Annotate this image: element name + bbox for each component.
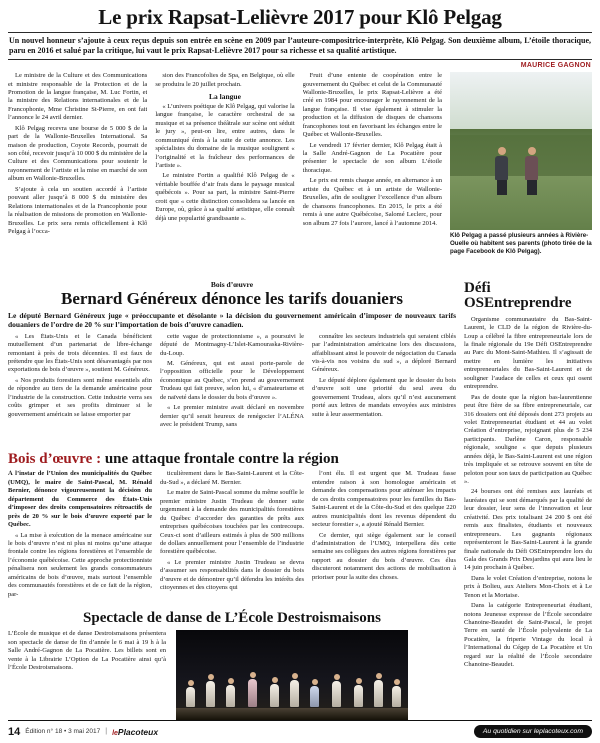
genereux-article <box>8 279 456 447</box>
klo-pelgag-parents-photo <box>450 72 592 230</box>
brand-logo <box>112 727 158 737</box>
person-torso <box>495 156 508 180</box>
attaque-column-3 <box>312 470 456 606</box>
photo-person-2 <box>524 147 540 195</box>
paragraph: l’ont élu. Il est urgent que M. Trudeau fasse entendre raison à son homologue américain et demande des compensations pour atténuer les impacts de ces droits compensatoires pour les familles du Bas-Saint-Laurent et de la Côte-du-Sud et des quelque 220 autres municipalités dont les revenus dépendent du secteur forestier », a ajouté Rénald Bernier. <box>312 470 456 529</box>
lead-column-2-rest <box>155 103 294 223</box>
page-number: 14 <box>8 725 21 738</box>
brand-prefix: le <box>112 729 118 737</box>
paragraph: M. Généreux, qui est aussi porte-parole de l’opposition officielle pour le Développement économique au Québec, s’en prend au gouvernement Trudeau qui fait preuve, selon lui, « d’amateurisme et de naïveté dans le dossier du bois d’œuvre ». <box>160 360 304 401</box>
subhead-la-langue: La langue <box>209 91 241 101</box>
lower-section <box>8 279 592 720</box>
person-legs <box>497 180 507 195</box>
genereux-lede: Le député Bernard Généreux juge « préoccupante et désolante » la décision du gouvernement américain d’imposer de nouveaux tarifs douaniers de l’ordre de 20 % sur l’importation de bois d’œuvre canadien. <box>8 310 456 330</box>
main-articles-column <box>8 279 456 720</box>
lead-column-2-top <box>155 72 294 89</box>
photo-person-1 <box>494 147 510 195</box>
sidebar-osentreprendre <box>464 279 592 720</box>
section-kicker: Bois d’œuvre <box>210 280 254 290</box>
footer-divider: | <box>105 728 108 735</box>
paragraph: « Le premier ministre avait déclaré en novembre dernier qu’il serait heureux de renégocier l’ALÉNA avec le président Trump, sans <box>160 404 304 429</box>
spectacle-article <box>8 606 456 720</box>
sidebar-body <box>464 316 592 670</box>
page-footer <box>8 720 592 743</box>
footer-promo-badge: Au quotidien sur leplacoteux.com <box>474 725 592 738</box>
paragraph: 24 bourses ont été remises aux lauréats et lauréates qui se sont démarqués par la qualité de leur dossier, leur sens de l’innovation et leur créativité. Des prix totalisant 24 200 $ ont été remis aux finalistes, étudiants et nouveaux entrepreneurs. Les gagnants régionaux représenteront le Bas-Saint-Laurent à la grande finale nationale du Défi OSEntreprendre lors du Gala des Grands Prix Desjardins qui aura lieu le 14 juin prochain à Québec. <box>464 488 592 572</box>
photo-ground <box>450 176 592 230</box>
dancer-figure <box>354 685 363 707</box>
person-torso <box>525 156 538 180</box>
paragraph: « Le premier ministre Justin Trudeau se devra d’assumer ses responsabilités dans le dossier du bois d’œuvre et de démontrer qu’il défendra les intérêts des citoyennes et des citoyens qui <box>160 558 304 592</box>
paragraph: S’ajoute à cela un soutien accordé à l’artiste pouvant aller jusqu’à 8 000 $ du ministère des Relations internationales et de la Francophonie pour la réalisation de missions de promotion en Wallonie-Bruxelles. Le prix sera remis officiellement à Klô Pelgag à l’occa- <box>8 185 148 235</box>
dancer-figure <box>206 681 215 707</box>
paragraph: Organisme communautaire du Bas-Saint-Laurent, le CLD de la région de Rivière-du-Loup a célébré la fibre entrepreneuriale lors de la finale régionale du 19e Défi OSEntreprendre au Parc du Mont-Saint-Mathieu. Il s’agissait de mettre en lumière les initiatives entrepreneuriales du Bas-Saint-Laurent et de souligner l’audace de celles et ceux qui osent entreprendre. <box>464 315 592 391</box>
paragraph: Fruit d’une entente de coopération entre le gouvernement du Québec et celui de la Communauté Wallonie-Bruxelles, le prix Rapsat-Lelièvre a été créé en 1984 pour encourager le rayonnement de la langue française. Il vise également à stimuler la production et la diffusion de disques de chansons francophones tout en favorisant les échanges entre le Québec et Wallonie-Bruxelles. <box>302 72 442 139</box>
edition-label: Édition n° 18 • 3 mai 2017 <box>25 728 101 735</box>
lead-headline: Le prix Rapsat-Lelièvre 2017 pour Klô Pelgag <box>98 5 502 29</box>
person-legs <box>527 180 537 195</box>
sidebar-headline: Défi OSEntreprendre <box>464 280 572 312</box>
paragraph: connaître les secteurs industriels qui seraient ciblés par l’administration américaine lors des discussions, affaiblissant ainsi le pouvoir de négociation du Canada vis-à-vis nos voisins du sud », a déploré Bernard Généreux. <box>312 332 456 374</box>
dancer-figure <box>290 680 299 707</box>
dance-show-photo <box>176 630 408 720</box>
paragraph: Dans le volet Création d’entreprise, notons le prix à Bolieu, aux Ateliers Mon-Choix et à Le Tenon et la Mortaise. <box>464 574 592 599</box>
photo-trees <box>450 129 592 180</box>
genereux-column-3 <box>312 333 456 447</box>
paragraph: Le prix est remis chaque année, en alternance à un artiste du Québec et à un artiste de Wallonie-Bruxelles, afin de souligner l’excellence d’un album de chansons francophones. En 2015, le prix a été remis à une autre Québécoise, Salomé Leclerc, pour son album 27 fois l’aurore, lancé à l’automne 2014. <box>302 177 442 227</box>
attaque-headline <box>8 452 456 468</box>
paragraph: Le maire de Saint-Pascal somme du même souffle le premier ministre Justin Trudeau de donner suite urgemment à la demande des municipalités forestières du Québec d’accorder des garanties de prêts aux entreprises québécoises touchées par les contrecoups. Ceux-ci sont d’ailleurs estimés à plus de 500 millions de dollars annuellement pour l’ensemble de l’industrie forestière québécoise. <box>160 489 304 556</box>
person-head <box>498 147 506 155</box>
paragraph: « L’univers poétique de Klô Pelgag, qui valorise la langue française, le caractère orchestral de sa musique et sa présence théâtrale sur scène ont séduit le jury », peut-on lire, entre autres, dans le communiqué émis à la suite de cette annonce. Les spécialistes du domaine de la musique soulignent « l’originalité et la fraîcheur des performances de l’artiste ». <box>155 102 295 170</box>
paragraph: Le député déplore également que le dossier du bois d’œuvre soit une priorité du seul aveu du gouvernement Trudeau, alors qu’il n’est aucunement porté aux lettres de mandats envoyées aux ministres suite à leur assermentation. <box>312 376 456 418</box>
attaque-headline-rest: une attaque frontale contre la région <box>101 450 339 467</box>
dancer-figure <box>186 687 195 707</box>
dancer-figure <box>332 681 341 707</box>
paragraph: cette vague de protectionnisme », a poursuivi le député de Montmagny-L’Islet-Kamouraska-Rivière-du-Loup. <box>160 332 304 357</box>
lead-article-body <box>8 72 592 276</box>
spectacle-text: L’École de musique et de danse Destroismaisons présentera son spectacle de danse de fin d’année le 6 mai à 19 h à la Salle André-Gagnon de La Pocatière. Les billets sont en vente à la Librairie L’Option de La Pocatière ainsi qu’à l’École Destroismaisons. <box>8 630 166 672</box>
attaque-lede: À l’instar de l’Union des municipalités du Québec (UMQ), le maire de Saint-Pascal, M. Rénald Bernier, dénonce vigoureusement la décision du département du Commerce des États-Unis d’imposer des droits compensatoires rétroactifs de près de 20 % sur le bois d’œuvre exporté par le Québec. <box>8 470 152 529</box>
paragraph: « Nos produits forestiers sont même essentiels afin de répondre au tiers de la demande américaine pour l’industrie de la construction. Cette industrie verra ses coûts grimper et ses profits diminuer si le gouvernement américain se laisse emporter par <box>8 376 152 418</box>
attaque-column-2 <box>160 470 304 606</box>
attaque-headline-red: Bois d’œuvre : <box>8 450 102 467</box>
attaque-column-1 <box>8 470 152 606</box>
lead-article-header <box>8 6 592 70</box>
spectacle-headline: Spectacle de danse de L’École Destroismaisons <box>83 610 381 627</box>
lead-column-1 <box>8 72 147 276</box>
lead-photo-figure <box>450 72 592 276</box>
lead-column-2 <box>155 72 294 276</box>
paragraph: Dans la catégorie Entrepreneuriat étudiant, notons Jeunesse expresse de l’École secondaire Chanoine-Beaudet de Saint-Pascal, le projet Terre en santé de l’École polyvalente de La Pocatière, la friperie Vintage du local à l’International du Cégep de La Pocatière et Un regard sur la réalité de l’École secondaire Chanoine-Beaudet. <box>464 602 592 669</box>
paragraph: Le ministre Fortin a qualifié Klô Pelgag de « véritable bouffée d’air frais dans le paysage musical québécois ». Pour sa part, la ministre Saint-Pierre croit que « cette distinction consolidera sa lancée en Europe, où, grâce à sa qualité artistique, elle connaît déjà une popularité grandissante ». <box>155 172 295 222</box>
dancer-figure <box>248 679 257 707</box>
paragraph: sion des Francofolies de Spa, en Belgique, où elle se produira le 20 juillet prochain. <box>155 72 295 88</box>
dancer-figure <box>374 680 383 707</box>
genereux-column-2 <box>160 333 304 447</box>
person-head <box>528 147 536 155</box>
lead-column-3 <box>303 72 442 276</box>
genereux-columns <box>8 333 456 447</box>
lead-photo-caption: Klô Pelgag a passé plusieurs années à Rivière-Ouelle où habitent ses parents (photo tirée de la page Facebook de Klô Pelgag). <box>449 232 592 256</box>
paragraph: Le ministre de la Culture et des Communications et ministre responsable de la Protection et de la Promotion de la langue française, M. Luc Fortin, et la ministre des Relations internationales et de la Francophonie, Mme Christine St-Pierre, en ont fait l’annonce le 24 avril dernier. <box>8 72 148 122</box>
paragraph: « La mise à exécution de la menace américaine sur le bois d’œuvre n’est ni plus ni moins qu’une attaque frontale contre les régions forestières et l’ensemble de l’économie québécoise. Cette approche protectionniste pénalisera non seulement les grands consommateurs américains de bois d’œuvre, mais surtout l’ensemble des communautés forestières et de ce fait de la région, par- <box>8 531 152 598</box>
dancer-figure <box>392 686 401 707</box>
spectacle-body <box>8 630 456 720</box>
photo-sky <box>450 72 592 135</box>
byline: MAURICE GAGNON <box>520 62 591 70</box>
lead-article-lede: Un nouvel honneur s’ajoute à ceux reçus depuis son entrée en scène en 2009 par l’auteure-compositrice-interprète, Klô Pelgag. Son deuxième album, L’étoile thoracique, paru en 2016 et salué par la critique, lui vaut le prix Rapsat-Lelièvre 2017 pour sa richesse et sa qualité artistique. <box>8 32 592 60</box>
brand-name: Placoteux <box>117 726 159 737</box>
paragraph: « Les États-Unis et le Canada bénéficient mutuellement d’un partenariat de libre-échange remontant à près de trois décennies. Il est faux de prétendre que les États-Unis sont désavantagés par nos exportations de bois d’œuvre », soutient M. Généreux. <box>8 332 152 374</box>
paragraph: Le vendredi 17 février dernier, Klô Pelgag était à la Salle André-Gagnon de La Pocatière pour présenter le spectacle de son album L’étoile thoracique. <box>302 141 442 174</box>
genereux-headline: Bernard Généreux dénonce les tarifs douaniers <box>60 289 404 309</box>
paragraph: Klô Pelgag recevra une bourse de 5 000 $ de la part de la Wallonie-Bruxelles International. Sa maison de production, Coyote Records, pourrait de son côté, recevoir jusqu’à 10 000 $ du ministère de la Culture et des Communications pour soutenir le rayonnement de l’artiste et la mise en marché de son album en Wallonie-Bruxelles. <box>8 124 148 183</box>
genereux-column-1 <box>8 333 152 447</box>
attaque-article <box>8 447 456 607</box>
dancer-figure <box>310 686 319 707</box>
attaque-column-1-rest <box>8 532 152 600</box>
paragraph: Pas de doute que la région bas-laurentienne peut être fière de sa fibre entrepreneuriale, car 316 dossiers ont été déposés dont 273 projets au volet Entrepreneuriat étudiant et 44 au volet Création d’entreprise, rejoignant plus de 5 234 participants. Darlène Caron, responsable régionale, souligne « que depuis plusieurs années déjà, le Bas-Saint-Laurent est une région très impliquée et se retrouve souvent en tête de peloton pour son taux de participation au Québec ». <box>464 393 592 485</box>
attaque-columns <box>8 470 456 606</box>
dancer-figure <box>226 685 235 707</box>
paragraph: Ce dernier, qui siège également sur le conseil d’administration de l’UMQ, interpellera dès cette semaine ses collègues des autres régions forestières par rapport au dossier du bois d’œuvre. Ces élus discuteront notamment des actions de mobilisation à prioriser pour la suite des choses. <box>312 531 456 581</box>
dancer-figure <box>270 684 279 707</box>
paragraph: ticulièrement dans le Bas-Saint-Laurent et la Côte-du-Sud », a déclaré M. Bernier. <box>160 470 304 486</box>
